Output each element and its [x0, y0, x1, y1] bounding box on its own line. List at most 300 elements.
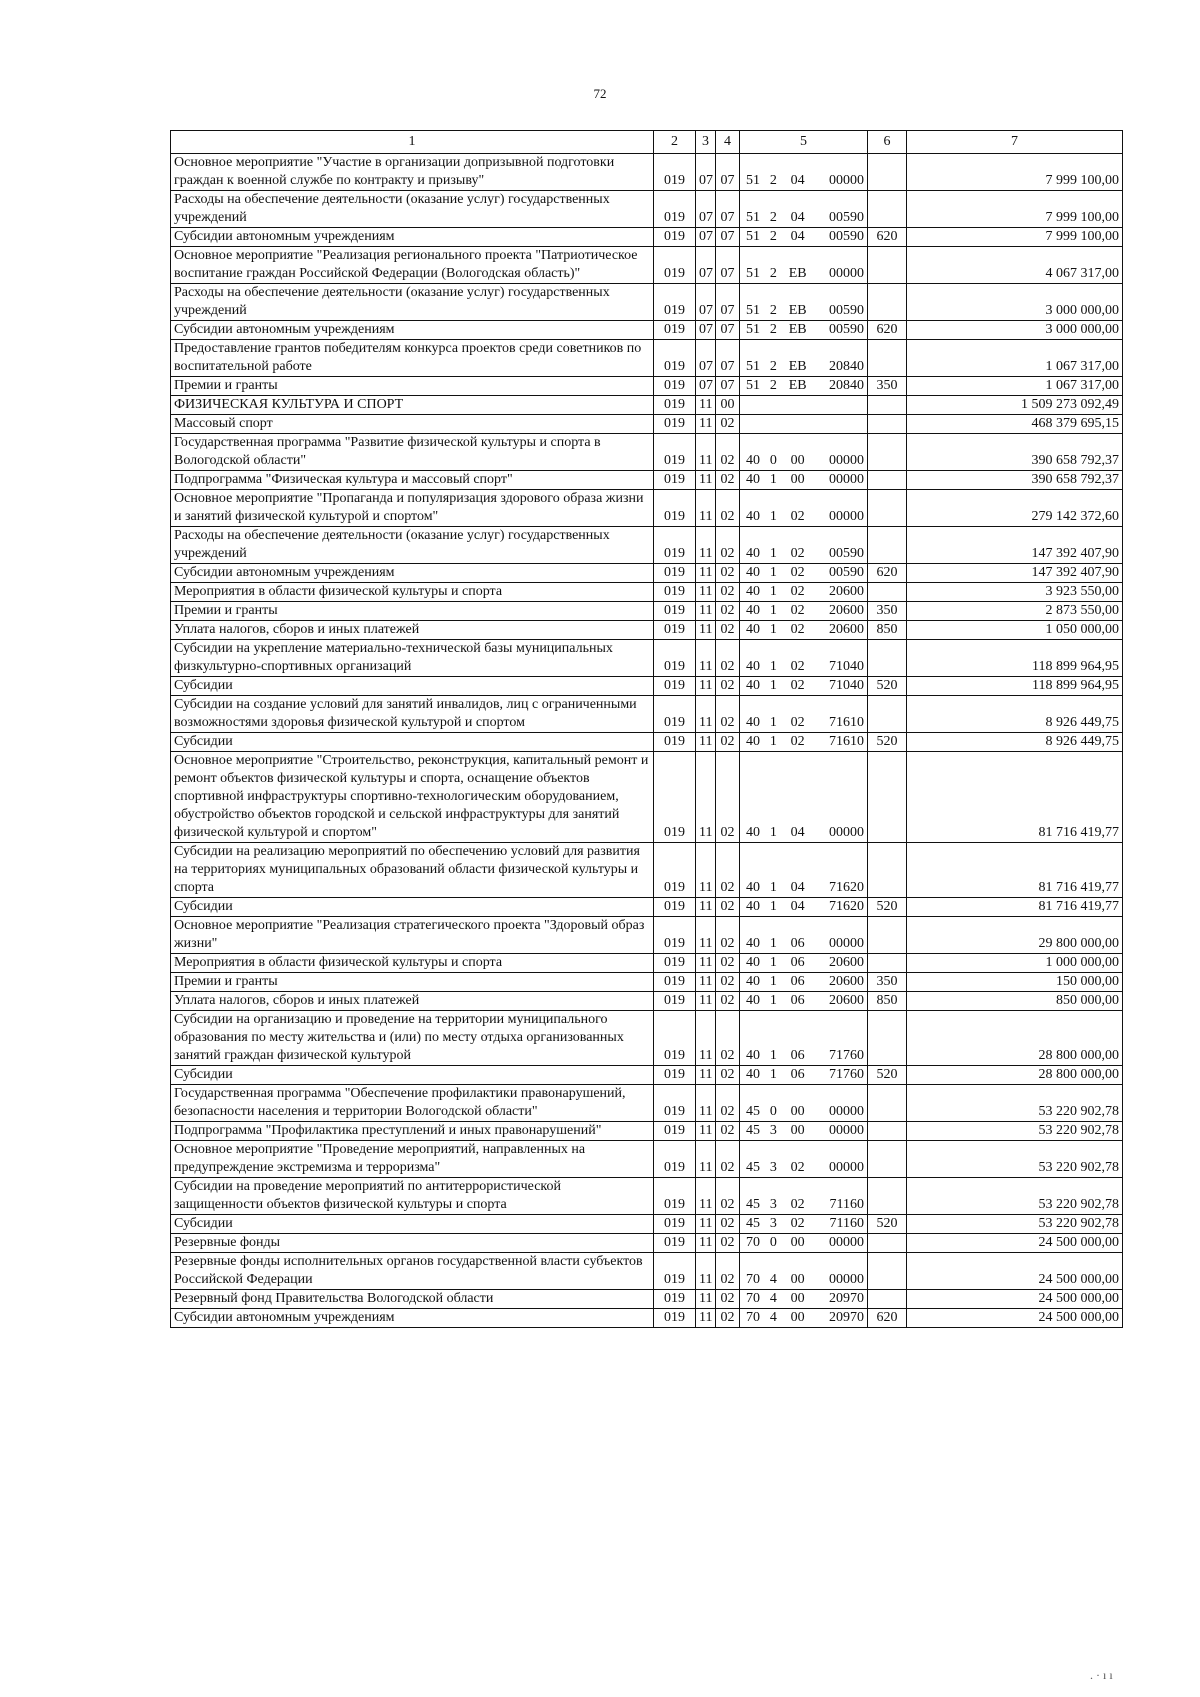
row-target-article: [740, 396, 868, 415]
target-article-part: 3: [769, 1197, 777, 1212]
target-article-part: 40: [746, 880, 760, 895]
row-name: Основное мероприятие "Строительство, реконструкция, капитальный ремонт и ремонт объектов физической культуры и спорта, оснащение объектов спортивной инфраструктуры спортивно-технологическим оборудованием, обустройство объектов городской и сельской инфраструктуры для занятий физической культурой и спортом": [171, 752, 654, 843]
target-article-part: 1: [769, 936, 777, 951]
target-article-part: 20600: [828, 993, 864, 1008]
target-article-part: 45: [746, 1216, 760, 1231]
target-article-part: 00590: [828, 322, 864, 337]
row-subsection-code: 02: [716, 621, 740, 640]
row-amount: 53 220 902,78: [907, 1141, 1123, 1178]
row-amount: 81 716 419,77: [907, 843, 1123, 898]
target-article-part: 51: [746, 359, 760, 374]
target-article-part: 1: [769, 584, 777, 599]
row-expense-type: [868, 527, 907, 564]
target-article-part: 00590: [828, 303, 864, 318]
table-row: [171, 1085, 1123, 1122]
row-target-article: [740, 321, 868, 340]
target-article-part: 04: [790, 899, 805, 914]
target-article-part: 2: [769, 378, 777, 393]
table-row: [171, 583, 1123, 602]
target-article-part: 00590: [828, 210, 864, 225]
header-col-4: 4: [716, 131, 740, 154]
target-article-part: 06: [790, 993, 805, 1008]
row-name: Премии и гранты: [171, 602, 654, 621]
row-name: Расходы на обеспечение деятельности (оказание услуг) государственных учреждений: [171, 191, 654, 228]
row-target-article: [740, 1215, 868, 1234]
row-section-code: 11: [696, 1215, 716, 1234]
target-article-part: 51: [746, 378, 760, 393]
row-subsection-code: 02: [716, 1141, 740, 1178]
row-target-article: [740, 247, 868, 284]
row-amount: 3 923 550,00: [907, 583, 1123, 602]
target-article-part: 0: [769, 1104, 777, 1119]
row-subsection-code: 07: [716, 228, 740, 247]
row-expense-type: [868, 752, 907, 843]
row-target-article: [740, 284, 868, 321]
row-subsection-code: 02: [716, 527, 740, 564]
row-target-article: [740, 228, 868, 247]
target-article-part: 71620: [828, 880, 864, 895]
table-row: [171, 434, 1123, 471]
row-ministry-code: 019: [654, 191, 696, 228]
row-subsection-code: 02: [716, 954, 740, 973]
target-article-part: 2: [769, 173, 777, 188]
target-article-part: 06: [790, 1067, 805, 1082]
row-subsection-code: 02: [716, 490, 740, 527]
row-section-code: 11: [696, 954, 716, 973]
row-target-article: [740, 191, 868, 228]
row-name: Массовый спорт: [171, 415, 654, 434]
row-subsection-code: 02: [716, 434, 740, 471]
target-article-part: 02: [790, 678, 805, 693]
target-article-part: 00000: [828, 825, 864, 840]
target-article-part: 00000: [828, 1104, 864, 1119]
table-row: [171, 1011, 1123, 1066]
row-subsection-code: 02: [716, 1178, 740, 1215]
target-article-part: 00000: [828, 453, 864, 468]
target-article-part: 71610: [828, 715, 864, 730]
row-expense-type: 520: [868, 1066, 907, 1085]
target-article-part: 06: [790, 1048, 805, 1063]
target-article-part: 40: [746, 955, 760, 970]
table-row: [171, 415, 1123, 434]
row-amount: 24 500 000,00: [907, 1290, 1123, 1309]
target-article-part: 70: [746, 1272, 760, 1287]
row-name: Государственная программа "Обеспечение профилактики правонарушений, безопасности населения и территории Вологодской области": [171, 1085, 654, 1122]
row-amount: 24 500 000,00: [907, 1253, 1123, 1290]
row-amount: 81 716 419,77: [907, 898, 1123, 917]
row-section-code: 11: [696, 1011, 716, 1066]
row-target-article: [740, 490, 868, 527]
footer-mark: . · ı ı: [1090, 1668, 1113, 1682]
row-name: Подпрограмма "Физическая культура и массовый спорт": [171, 471, 654, 490]
row-amount: 8 926 449,75: [907, 696, 1123, 733]
row-ministry-code: 019: [654, 1290, 696, 1309]
row-ministry-code: 019: [654, 898, 696, 917]
table-row: [171, 321, 1123, 340]
row-subsection-code: 02: [716, 917, 740, 954]
row-name: Субсидии: [171, 677, 654, 696]
row-target-article: [740, 973, 868, 992]
row-section-code: 11: [696, 471, 716, 490]
row-amount: 4 067 317,00: [907, 247, 1123, 284]
row-subsection-code: 02: [716, 564, 740, 583]
row-ministry-code: 019: [654, 1309, 696, 1328]
row-target-article: [740, 640, 868, 677]
target-article-part: 51: [746, 229, 760, 244]
row-amount: 53 220 902,78: [907, 1122, 1123, 1141]
row-amount: 279 142 372,60: [907, 490, 1123, 527]
target-article-part: 02: [790, 1197, 805, 1212]
row-section-code: 11: [696, 527, 716, 564]
target-article-part: 40: [746, 565, 760, 580]
row-name: Мероприятия в области физической культуры и спорта: [171, 954, 654, 973]
row-amount: 3 000 000,00: [907, 284, 1123, 321]
row-subsection-code: 02: [716, 1085, 740, 1122]
row-subsection-code: 02: [716, 1309, 740, 1328]
row-ministry-code: 019: [654, 602, 696, 621]
table-row: [171, 752, 1123, 843]
row-target-article: [740, 992, 868, 1011]
table-row: [171, 1215, 1123, 1234]
row-target-article: [740, 843, 868, 898]
row-amount: 28 800 000,00: [907, 1066, 1123, 1085]
target-article-part: 00: [790, 472, 805, 487]
row-ministry-code: 019: [654, 154, 696, 191]
row-target-article: [740, 1011, 868, 1066]
row-section-code: 07: [696, 191, 716, 228]
row-expense-type: 520: [868, 1215, 907, 1234]
row-target-article: [740, 1253, 868, 1290]
row-name: Субсидии: [171, 898, 654, 917]
row-name: Субсидии на организацию и проведение на территории муниципального образования по месту жительства и (или) по месту отдыха организованных занятий граждан физической культурой: [171, 1011, 654, 1066]
target-article-part: 40: [746, 453, 760, 468]
row-ministry-code: 019: [654, 564, 696, 583]
row-name: Основное мероприятие "Реализация стратегического проекта "Здоровый образ жизни": [171, 917, 654, 954]
target-article-part: 04: [790, 173, 805, 188]
table-row: [171, 564, 1123, 583]
budget-table: [170, 130, 1123, 1328]
row-subsection-code: 07: [716, 247, 740, 284]
row-name: Расходы на обеспечение деятельности (оказание услуг) государственных учреждений: [171, 284, 654, 321]
target-article-part: 02: [790, 565, 805, 580]
header-col-3: 3: [696, 131, 716, 154]
row-section-code: 11: [696, 1141, 716, 1178]
row-amount: 7 999 100,00: [907, 154, 1123, 191]
target-article-part: 40: [746, 659, 760, 674]
row-name: ФИЗИЧЕСКАЯ КУЛЬТУРА И СПОРТ: [171, 396, 654, 415]
row-ministry-code: 019: [654, 621, 696, 640]
table-row: [171, 1178, 1123, 1215]
row-amount: 1 000 000,00: [907, 954, 1123, 973]
row-target-article: [740, 564, 868, 583]
row-amount: 850 000,00: [907, 992, 1123, 1011]
row-name: Премии и гранты: [171, 377, 654, 396]
row-expense-type: [868, 434, 907, 471]
target-article-part: 00: [790, 453, 805, 468]
row-expense-type: 520: [868, 677, 907, 696]
target-article-part: 06: [790, 936, 805, 951]
target-article-part: 1: [769, 880, 777, 895]
header-col-2: 2: [654, 131, 696, 154]
row-section-code: 11: [696, 992, 716, 1011]
row-expense-type: [868, 1141, 907, 1178]
row-expense-type: 620: [868, 228, 907, 247]
target-article-part: 40: [746, 974, 760, 989]
row-section-code: 07: [696, 340, 716, 377]
table-row: [171, 640, 1123, 677]
row-target-article: [740, 602, 868, 621]
row-subsection-code: 02: [716, 602, 740, 621]
target-article-part: 71040: [828, 659, 864, 674]
target-article-part: ЕВ: [788, 303, 807, 318]
row-subsection-code: 07: [716, 191, 740, 228]
row-section-code: 07: [696, 377, 716, 396]
row-ministry-code: 019: [654, 843, 696, 898]
row-ministry-code: 019: [654, 992, 696, 1011]
row-ministry-code: 019: [654, 696, 696, 733]
target-article-part: 02: [790, 622, 805, 637]
row-amount: 1 509 273 092,49: [907, 396, 1123, 415]
row-section-code: 11: [696, 1309, 716, 1328]
target-article-part: 02: [790, 659, 805, 674]
row-subsection-code: 00: [716, 396, 740, 415]
row-expense-type: [868, 284, 907, 321]
row-expense-type: [868, 1011, 907, 1066]
target-article-part: 00590: [828, 229, 864, 244]
target-article-part: 02: [790, 1216, 805, 1231]
target-article-part: 1: [769, 993, 777, 1008]
row-name: Субсидии на укрепление материально-технической базы муниципальных физкультурно-спортивных организаций: [171, 640, 654, 677]
row-expense-type: [868, 154, 907, 191]
row-name: Мероприятия в области физической культуры и спорта: [171, 583, 654, 602]
target-article-part: 20600: [828, 603, 864, 618]
table-row: [171, 527, 1123, 564]
row-expense-type: [868, 917, 907, 954]
target-article-part: 2: [769, 229, 777, 244]
row-target-article: [740, 696, 868, 733]
row-section-code: 11: [696, 973, 716, 992]
row-section-code: 11: [696, 396, 716, 415]
row-expense-type: 620: [868, 564, 907, 583]
row-section-code: 11: [696, 733, 716, 752]
row-name: Основное мероприятие "Участие в организации допризывной подготовки граждан к военной службе по контракту и призыву": [171, 154, 654, 191]
target-article-part: 20840: [828, 359, 864, 374]
row-target-article: [740, 917, 868, 954]
row-expense-type: 350: [868, 377, 907, 396]
target-article-part: 06: [790, 974, 805, 989]
row-ministry-code: 019: [654, 321, 696, 340]
target-article-part: 40: [746, 825, 760, 840]
row-subsection-code: 02: [716, 973, 740, 992]
table-row: [171, 1141, 1123, 1178]
target-article-part: 4: [769, 1272, 777, 1287]
row-section-code: 11: [696, 1253, 716, 1290]
row-expense-type: 620: [868, 321, 907, 340]
table-body: [171, 154, 1123, 1328]
table-row: [171, 843, 1123, 898]
row-subsection-code: 02: [716, 583, 740, 602]
row-amount: 28 800 000,00: [907, 1011, 1123, 1066]
row-name: Субсидии на создание условий для занятий инвалидов, лиц с ограниченными возможностями здоровья физической культурой и спортом: [171, 696, 654, 733]
row-expense-type: [868, 247, 907, 284]
target-article-part: 40: [746, 899, 760, 914]
target-article-part: 51: [746, 173, 760, 188]
target-article-part: 02: [790, 546, 805, 561]
row-name: Резервный фонд Правительства Вологодской области: [171, 1290, 654, 1309]
row-ministry-code: 019: [654, 1011, 696, 1066]
row-name: Резервные фонды исполнительных органов государственной власти субъектов Российской Федерации: [171, 1253, 654, 1290]
table-row: [171, 733, 1123, 752]
row-ministry-code: 019: [654, 527, 696, 564]
row-section-code: 11: [696, 917, 716, 954]
target-article-part: 0: [769, 453, 777, 468]
row-ministry-code: 019: [654, 471, 696, 490]
target-article-part: 1: [769, 955, 777, 970]
row-section-code: 07: [696, 321, 716, 340]
row-name: Уплата налогов, сборов и иных платежей: [171, 992, 654, 1011]
target-article-part: 00590: [828, 546, 864, 561]
row-subsection-code: 07: [716, 377, 740, 396]
row-expense-type: 850: [868, 621, 907, 640]
row-expense-type: [868, 1253, 907, 1290]
table-header-row: [171, 131, 1123, 154]
target-article-part: ЕВ: [788, 359, 807, 374]
row-expense-type: [868, 1234, 907, 1253]
header-col-7: 7: [907, 131, 1123, 154]
row-name: Расходы на обеспечение деятельности (оказание услуг) государственных учреждений: [171, 527, 654, 564]
row-name: Субсидии на проведение мероприятий по антитеррористической защищенности объектов физической культуры и спорта: [171, 1178, 654, 1215]
target-article-part: 00: [790, 1272, 805, 1287]
target-article-part: 00000: [828, 472, 864, 487]
target-article-part: 71760: [828, 1048, 864, 1063]
target-article-part: 00000: [828, 173, 864, 188]
row-name: Субсидии автономным учреждениям: [171, 228, 654, 247]
target-article-part: 1: [769, 974, 777, 989]
row-target-article: [740, 1141, 868, 1178]
row-ministry-code: 019: [654, 583, 696, 602]
row-expense-type: [868, 490, 907, 527]
row-target-article: [740, 1066, 868, 1085]
row-target-article: [740, 677, 868, 696]
target-article-part: ЕВ: [788, 378, 807, 393]
row-target-article: [740, 954, 868, 973]
target-article-part: 1: [769, 565, 777, 580]
row-amount: 53 220 902,78: [907, 1215, 1123, 1234]
row-subsection-code: 02: [716, 898, 740, 917]
target-article-part: 40: [746, 936, 760, 951]
target-article-part: 71610: [828, 734, 864, 749]
row-target-article: [740, 733, 868, 752]
row-section-code: 11: [696, 1178, 716, 1215]
row-target-article: [740, 377, 868, 396]
target-article-part: 2: [769, 322, 777, 337]
row-subsection-code: 02: [716, 696, 740, 733]
table-row: [171, 992, 1123, 1011]
row-section-code: 11: [696, 843, 716, 898]
row-subsection-code: 07: [716, 154, 740, 191]
header-col-6: 6: [868, 131, 907, 154]
row-expense-type: [868, 1290, 907, 1309]
row-subsection-code: 02: [716, 843, 740, 898]
row-subsection-code: 07: [716, 321, 740, 340]
row-expense-type: 350: [868, 602, 907, 621]
table-row: [171, 602, 1123, 621]
row-name: Основное мероприятие "Пропаганда и популяризация здорового образа жизни и занятий физической культурой и спортом": [171, 490, 654, 527]
row-target-article: [740, 583, 868, 602]
row-subsection-code: 02: [716, 1066, 740, 1085]
target-article-part: 20600: [828, 622, 864, 637]
target-article-part: 1: [769, 622, 777, 637]
row-expense-type: [868, 396, 907, 415]
row-section-code: 11: [696, 415, 716, 434]
row-section-code: 11: [696, 640, 716, 677]
row-name: Премии и гранты: [171, 973, 654, 992]
table-row: [171, 284, 1123, 321]
row-section-code: 11: [696, 696, 716, 733]
row-expense-type: [868, 696, 907, 733]
row-name: Основное мероприятие "Реализация регионального проекта "Патриотическое воспитание граждан Российской Федерации (Вологодская область)": [171, 247, 654, 284]
target-article-part: 02: [790, 715, 805, 730]
target-article-part: 71040: [828, 678, 864, 693]
target-article-part: 45: [746, 1123, 760, 1138]
row-expense-type: [868, 191, 907, 228]
target-article-part: 20840: [828, 378, 864, 393]
row-ministry-code: 019: [654, 677, 696, 696]
row-amount: 3 000 000,00: [907, 321, 1123, 340]
target-article-part: 3: [769, 1123, 777, 1138]
row-amount: 1 067 317,00: [907, 340, 1123, 377]
target-article-part: 20970: [828, 1291, 864, 1306]
target-article-part: 1: [769, 1067, 777, 1082]
row-section-code: 11: [696, 898, 716, 917]
row-subsection-code: 02: [716, 733, 740, 752]
target-article-part: 02: [790, 584, 805, 599]
target-article-part: 1: [769, 509, 777, 524]
table-row: [171, 228, 1123, 247]
row-section-code: 11: [696, 1066, 716, 1085]
row-ministry-code: 019: [654, 1215, 696, 1234]
row-expense-type: 350: [868, 973, 907, 992]
target-article-part: 71160: [829, 1197, 864, 1212]
row-amount: 150 000,00: [907, 973, 1123, 992]
table-row: [171, 677, 1123, 696]
row-ministry-code: 019: [654, 284, 696, 321]
table-row: [171, 1122, 1123, 1141]
target-article-part: 1: [769, 659, 777, 674]
target-article-part: 51: [746, 266, 760, 281]
row-target-article: [740, 752, 868, 843]
row-ministry-code: 019: [654, 1253, 696, 1290]
target-article-part: 00000: [828, 1272, 864, 1287]
target-article-part: 2: [769, 359, 777, 374]
row-amount: 118 899 964,95: [907, 677, 1123, 696]
target-article-part: 51: [746, 210, 760, 225]
target-article-part: 40: [746, 1067, 760, 1082]
table-row: [171, 377, 1123, 396]
row-ministry-code: 019: [654, 1122, 696, 1141]
table-row: [171, 1234, 1123, 1253]
row-expense-type: [868, 415, 907, 434]
target-article-part: 1: [769, 1048, 777, 1063]
row-ministry-code: 019: [654, 752, 696, 843]
target-article-part: 70: [746, 1291, 760, 1306]
target-article-part: 00000: [828, 1123, 864, 1138]
row-expense-type: [868, 1122, 907, 1141]
target-article-part: 1: [769, 472, 777, 487]
table-row: [171, 621, 1123, 640]
row-amount: 24 500 000,00: [907, 1309, 1123, 1328]
target-article-part: 20600: [828, 955, 864, 970]
